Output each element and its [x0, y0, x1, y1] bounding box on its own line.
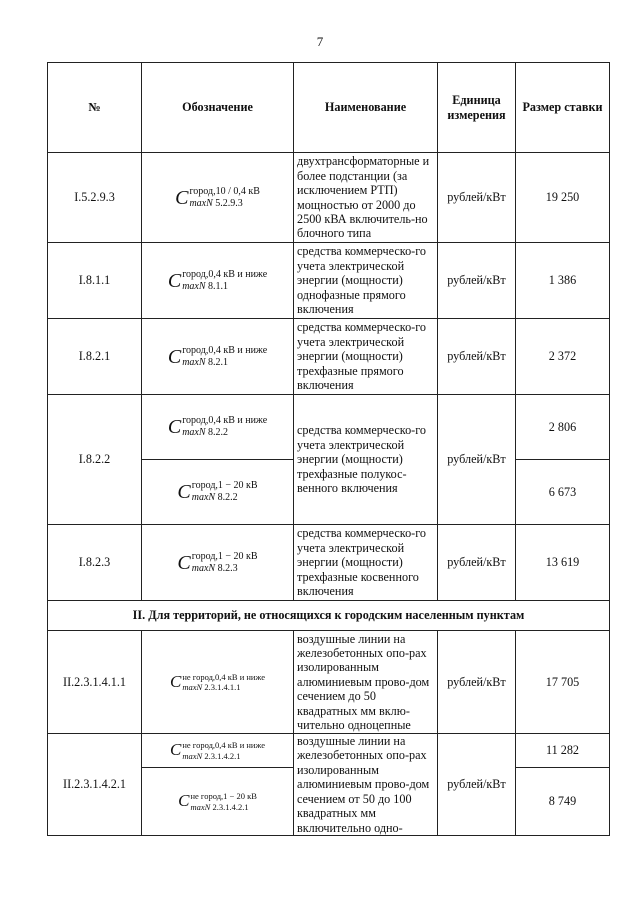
row-name: воздушные линии на железобетонных опо-рах изолированным алюминиевым прово-дом сечением от 50 до 100 квадратных мм включительно одно- — [294, 734, 438, 836]
row-unit: рублей/кВт — [438, 525, 516, 601]
row-rate: 17 705 — [516, 631, 610, 734]
row-rate: 2 806 — [516, 395, 610, 460]
row-rate: 11 282 — [516, 734, 610, 768]
row-num: II.2.3.1.4.1.1 — [48, 631, 142, 734]
row-rate: 6 673 — [516, 460, 610, 525]
row-unit: рублей/кВт — [438, 243, 516, 319]
row-symbol — [142, 319, 294, 395]
table-row — [48, 243, 610, 319]
row-rate: 19 250 — [516, 153, 610, 243]
section-row — [48, 601, 610, 631]
header-symbol: Обозначение — [142, 63, 294, 153]
row-symbol — [142, 631, 294, 734]
row-name: средства коммерческо-го учета электрической энергии (мощности) трехфазные косвенного включения — [294, 525, 438, 601]
rate-symbol: C не город,0,4 кВ и ниже maxN 2.3.1.4.1.1 — [170, 671, 265, 692]
row-num: I.8.2.2 — [48, 395, 142, 525]
row-name: средства коммерческо-го учета электрической энергии (мощности) трехфазные полукос-венного включения — [294, 395, 438, 525]
table-row — [48, 395, 610, 460]
rate-symbol: C город,0,4 кВ и ниже maxN 8.2.2 — [167, 415, 268, 438]
row-symbol — [142, 243, 294, 319]
row-symbol — [142, 734, 294, 768]
page-number: 7 — [316, 34, 324, 49]
row-rate: 8 749 — [516, 768, 610, 836]
row-rate: 13 619 — [516, 525, 610, 601]
header-rate: Размер ставки — [516, 63, 610, 153]
row-symbol — [142, 153, 294, 243]
header-row — [48, 63, 610, 153]
rates-table — [47, 62, 610, 836]
header-name: Наименование — [294, 63, 438, 153]
row-symbol — [142, 460, 294, 525]
section-title: II. Для территорий, не относящихся к городским населенным пунктам — [48, 601, 610, 631]
row-name: средства коммерческо-го учета электрической энергии (мощности) однофазные прямого включения — [294, 243, 438, 319]
table-row — [48, 525, 610, 601]
header-unit: Единица измерения — [438, 63, 516, 153]
rate-symbol: C не город,1 − 20 кВ maxN 2.3.1.4.2.1 — [178, 791, 257, 812]
table-row — [48, 631, 610, 734]
row-name: двухтрансформаторные и более подстанции (за исключением РТП) мощностью от 2000 до 2500 кВА включитель-но блочного типа — [294, 153, 438, 243]
table-row — [48, 734, 610, 768]
row-num: I.8.2.1 — [48, 319, 142, 395]
row-unit: рублей/кВт — [438, 153, 516, 243]
table-row — [48, 319, 610, 395]
row-num: I.8.2.3 — [48, 525, 142, 601]
rate-symbol: C город,1 − 20 кВ maxN 8.2.2 — [177, 480, 258, 503]
row-symbol — [142, 768, 294, 836]
header-num: № — [48, 63, 142, 153]
row-symbol — [142, 525, 294, 601]
row-name: средства коммерческо-го учета электрической энергии (мощности) трехфазные прямого включения — [294, 319, 438, 395]
row-num: I.8.1.1 — [48, 243, 142, 319]
row-rate: 2 372 — [516, 319, 610, 395]
rate-symbol: C город,0,4 кВ и ниже maxN 8.1.1 — [167, 268, 268, 292]
row-num: II.2.3.1.4.2.1 — [48, 734, 142, 836]
rate-symbol: C город,10 / 0,4 кВ maxN 5.2.9.3 — [175, 185, 260, 209]
row-name: воздушные линии на железобетонных опо-рах изолированным алюминиевым прово-дом сечением до 50 квадратных мм вклю-чительно одноцепные — [294, 631, 438, 734]
rate-symbol: C город,1 − 20 кВ maxN 8.2.3 — [177, 550, 258, 574]
row-symbol — [142, 395, 294, 460]
row-unit: рублей/кВт — [438, 734, 516, 836]
rate-symbol: C город,0,4 кВ и ниже maxN 8.2.1 — [167, 344, 268, 368]
row-num: I.5.2.9.3 — [48, 153, 142, 243]
rate-symbol: C не город,0,4 кВ и ниже maxN 2.3.1.4.2.1 — [170, 740, 265, 761]
row-unit: рублей/кВт — [438, 631, 516, 734]
table-row — [48, 153, 610, 243]
row-unit: рублей/кВт — [438, 319, 516, 395]
row-rate: 1 386 — [516, 243, 610, 319]
row-unit: рублей/кВт — [438, 395, 516, 525]
